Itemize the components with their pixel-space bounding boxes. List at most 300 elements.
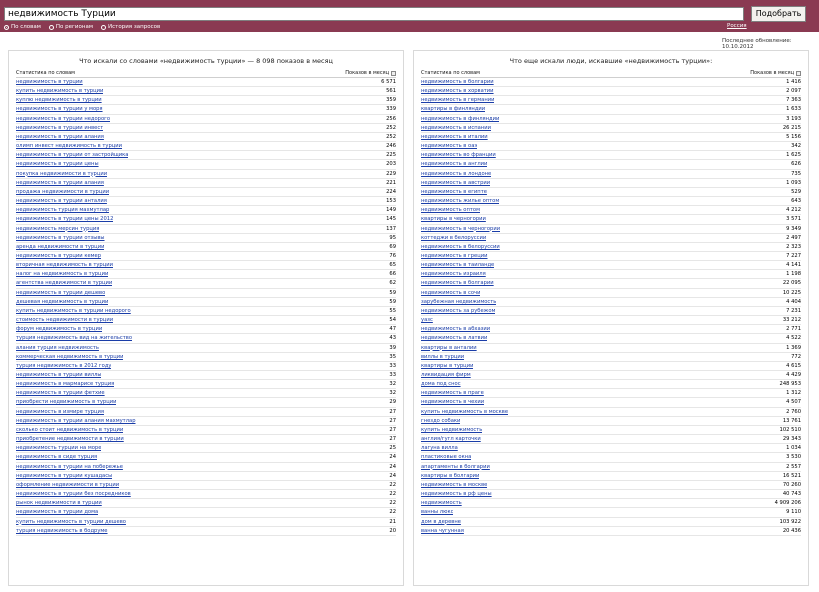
phrase-link[interactable]: недвижимость в турции кемер (16, 252, 102, 259)
words-panel (8, 50, 404, 586)
phrase-link[interactable]: купить недвижимость в турции (16, 88, 104, 95)
impressions-count: 221 (386, 179, 396, 186)
impressions-count: 359 (386, 97, 396, 104)
table-row (16, 490, 396, 499)
impressions-count: 137 (386, 225, 396, 232)
table-row (421, 408, 801, 417)
table-row (16, 115, 396, 124)
phrase-link[interactable]: недвижимость в москве (421, 481, 488, 488)
impressions-count: 224 (386, 188, 396, 195)
table-row (16, 499, 396, 508)
phrase-link[interactable]: недвижимость в турции без посредников (16, 491, 131, 498)
phrase-link[interactable]: вторичная недвижимость в турции (16, 262, 113, 269)
impressions-count: 145 (386, 216, 396, 223)
col-count-header: Показов в месяц (750, 70, 794, 76)
col-phrase-header: Статистика по словам (421, 70, 480, 76)
table-row (16, 472, 396, 481)
table-row (421, 215, 801, 224)
table-row (16, 344, 396, 353)
table-row (421, 527, 801, 536)
impressions-count: 27 (389, 408, 396, 415)
table-row (16, 380, 396, 389)
phrase-link[interactable]: продажа недвижимости в турции (16, 188, 110, 195)
phrase-link[interactable]: недвижимость в турции кушадасы (16, 472, 113, 479)
impressions-count: 4 429 (786, 372, 801, 378)
related-table (421, 69, 801, 536)
table-row (16, 371, 396, 380)
phrase-link[interactable]: недвижимость турции на море (16, 445, 102, 452)
table-row (421, 463, 801, 472)
impressions-count: 40 743 (782, 491, 801, 498)
impressions-count: 39 (389, 344, 396, 351)
phrase-link[interactable]: уазс (421, 317, 433, 324)
table-row (421, 234, 801, 243)
impressions-count: 1 369 (786, 344, 801, 351)
phrase-link[interactable]: турция недвижимость в 2012 году (16, 362, 112, 369)
impressions-count: 342 (791, 143, 801, 150)
impressions-count: 2 497 (786, 234, 801, 241)
phrase-link[interactable]: квартиры в черногории (421, 216, 486, 223)
phrase-link[interactable]: недвижимость в рф цены (421, 491, 492, 498)
table-row (421, 78, 801, 87)
table-row (16, 435, 396, 444)
phrase-link[interactable]: ванна чугунная (421, 527, 464, 534)
phrase-link[interactable]: недвижимость в турции анталия (16, 198, 107, 205)
table-header (16, 69, 396, 78)
impressions-count: 3 571 (786, 216, 801, 223)
impressions-count: 43 (389, 335, 396, 342)
table-row (421, 160, 801, 169)
mode-label: По регионам (55, 24, 93, 30)
impressions-count: 1 093 (786, 179, 801, 186)
phrase-link[interactable]: недвижимость в германии (421, 97, 495, 104)
phrase-link[interactable]: квартиры в болгарии (421, 472, 480, 479)
search-bar (0, 0, 819, 32)
sort-icon[interactable] (796, 71, 801, 76)
impressions-count: 22 (389, 509, 396, 516)
impressions-count: 29 343 (782, 436, 801, 443)
table-row (16, 87, 396, 96)
table-row (16, 307, 396, 316)
impressions-count: 529 (791, 188, 801, 195)
phrase-link[interactable]: недвижимость в хорватии (421, 88, 494, 95)
impressions-count: 25 (389, 445, 396, 452)
phrase-link[interactable]: недвижимость в турции у моря (16, 106, 103, 113)
impressions-count: 339 (386, 106, 396, 113)
table-row (16, 334, 396, 343)
table-row (16, 215, 396, 224)
phrase-link[interactable]: недвижимость в турции цены 2012 (16, 216, 114, 223)
impressions-count: 29 (389, 399, 396, 406)
impressions-count: 70 260 (782, 481, 801, 488)
phrase-link[interactable]: налог на недвижимость в турции (16, 271, 109, 278)
phrase-link[interactable]: пластиковые окна (421, 454, 472, 461)
phrase-link[interactable]: приобретение недвижимости в турции (16, 436, 124, 443)
impressions-count: 256 (386, 115, 396, 122)
impressions-count: 76 (389, 252, 396, 259)
phrase-link[interactable]: недвижимость в финляндии (421, 115, 500, 122)
phrase-link[interactable]: недвижимость (421, 500, 462, 507)
phrase-link[interactable]: недвижимость в турции от застройщика (16, 152, 129, 159)
impressions-count: 33 212 (782, 317, 801, 324)
radio-selected-icon (4, 25, 9, 30)
impressions-count: 248 953 (779, 381, 801, 388)
phrase-link[interactable]: недвижимость в чехии (421, 399, 485, 406)
phrase-link[interactable]: недвижимость в праге (421, 390, 484, 397)
table-row (421, 490, 801, 499)
table-row (421, 325, 801, 334)
phrase-link[interactable]: оформление недвижимости в турции (16, 481, 120, 488)
table-row (16, 252, 396, 261)
impressions-count: 9 349 (786, 225, 801, 232)
table-row (421, 124, 801, 133)
table-row (16, 225, 396, 234)
impressions-count: 26 215 (782, 124, 801, 131)
impressions-count: 32 (389, 381, 396, 388)
impressions-count: 735 (791, 170, 801, 177)
impressions-count: 22 (389, 481, 396, 488)
phrase-link[interactable]: зарубежная недвижимость (421, 298, 497, 305)
col-phrase-header: Статистика по словам (16, 70, 75, 76)
table-row (16, 234, 396, 243)
table-row (421, 188, 801, 197)
impressions-count: 2 760 (786, 408, 801, 415)
impressions-count: 1 633 (786, 106, 801, 113)
impressions-count: 24 (389, 472, 396, 479)
phrase-link[interactable]: агентства недвижимости в турции (16, 280, 113, 287)
table-row (421, 243, 801, 252)
phrase-link[interactable]: квартиры в турции (421, 362, 474, 369)
impressions-count: 20 436 (782, 527, 801, 534)
phrase-link[interactable]: недвижимость в лондоне (421, 170, 492, 177)
table-row (421, 353, 801, 362)
phrase-link[interactable]: недвижимость в турции алания (16, 179, 104, 186)
phrase-link[interactable]: недвижимость в турции виллы (16, 372, 102, 378)
impressions-count: 7 231 (786, 307, 801, 314)
table-row (421, 96, 801, 105)
table-row (421, 518, 801, 527)
phrase-link[interactable]: дешевая недвижимость в турции (16, 298, 109, 305)
phrase-link[interactable]: недвижимость в белоруссии (421, 243, 500, 250)
mode-by-words[interactable] (4, 24, 41, 30)
impressions-count: 626 (791, 161, 801, 168)
impressions-count: 203 (386, 161, 396, 168)
phrase-link[interactable]: недвижимость в измире турция (16, 408, 104, 415)
impressions-count: 7 227 (786, 252, 801, 259)
impressions-count: 3 530 (786, 454, 801, 461)
phrase-link[interactable]: недвижимость в оаэ (421, 143, 478, 150)
impressions-count: 7 363 (786, 97, 801, 104)
submit-button[interactable]: Подобрать (751, 6, 806, 22)
phrase-link[interactable]: недвижимость в турции алания (16, 133, 104, 140)
impressions-count: 95 (389, 234, 396, 241)
impressions-count: 24 (389, 463, 396, 470)
phrase-link[interactable]: купить недвижимость в москве (421, 408, 509, 415)
table-row (16, 105, 396, 114)
impressions-count: 1 198 (786, 271, 801, 278)
phrase-link[interactable]: виллы в турции (421, 353, 465, 360)
table-row (16, 325, 396, 334)
table-row (421, 508, 801, 517)
phrase-link[interactable]: коттеджи в белоруссии (421, 234, 487, 241)
impressions-count: 10 225 (782, 289, 801, 296)
table-row (16, 463, 396, 472)
impressions-count: 35 (389, 353, 396, 360)
phrase-link[interactable]: недвижимость в латвии (421, 335, 488, 342)
phrase-link[interactable]: форум недвижимость в турции (16, 326, 103, 333)
impressions-count: 27 (389, 417, 396, 424)
table-row (421, 115, 801, 124)
table-row (421, 151, 801, 160)
table-row (16, 170, 396, 179)
phrase-link[interactable]: недвижимость в австрии (421, 179, 491, 186)
impressions-count: 153 (386, 198, 396, 205)
impressions-count: 54 (389, 317, 396, 324)
table-row (16, 518, 396, 527)
table-row (421, 362, 801, 371)
table-row (421, 142, 801, 151)
impressions-count: 27 (389, 426, 396, 433)
phrase-link[interactable]: алания турция недвижимость (16, 344, 99, 351)
mode-history[interactable] (101, 24, 160, 30)
impressions-count: 69 (389, 243, 396, 250)
table-row (16, 160, 396, 169)
phrase-link[interactable]: недвижимость в абхазии (421, 326, 491, 333)
table-row (16, 96, 396, 105)
impressions-count: 149 (386, 207, 396, 214)
table-row (421, 481, 801, 490)
table-row (421, 307, 801, 316)
phrase-link[interactable]: недвижимость в сочи (421, 289, 481, 296)
impressions-count: 4 615 (786, 362, 801, 369)
impressions-count: 27 (389, 436, 396, 443)
phrase-link[interactable]: недвижимость за рубежом (421, 307, 496, 314)
phrase-link[interactable]: недвижимость оптом (421, 207, 480, 214)
impressions-count: 65 (389, 262, 396, 269)
table-row (16, 206, 396, 215)
phrase-link[interactable]: апартаменты в болгарии (421, 463, 490, 470)
table-row (16, 197, 396, 206)
phrase-link[interactable]: недвижимость мерсин турция (16, 225, 100, 232)
phrase-link[interactable]: турция недвижимость в бодруме (16, 527, 108, 534)
phrase-link[interactable]: аренда недвижимости в турции (16, 243, 105, 250)
impressions-count: 1 312 (786, 390, 801, 397)
phrase-link[interactable]: ванны люкс (421, 509, 454, 516)
impressions-count: 66 (389, 271, 396, 278)
phrase-link[interactable]: недвижимость турция махмутлар (16, 207, 110, 214)
table-row (421, 289, 801, 298)
search-mode-group (4, 22, 160, 32)
phrase-link[interactable]: рынок недвижимости в турции (16, 500, 102, 507)
impressions-count: 33 (389, 372, 396, 378)
impressions-count: 252 (386, 133, 396, 140)
phrase-link[interactable]: коммерческая недвижимость в турции (16, 353, 124, 360)
mode-by-regions[interactable] (49, 24, 93, 30)
table-row (421, 261, 801, 270)
impressions-count: 3 193 (786, 115, 801, 122)
impressions-count: 561 (386, 88, 396, 95)
impressions-count: 252 (386, 124, 396, 131)
table-row (421, 417, 801, 426)
table-row (421, 252, 801, 261)
impressions-count: 1 034 (786, 445, 801, 452)
table-row (421, 389, 801, 398)
table-row (421, 472, 801, 481)
impressions-count: 62 (389, 280, 396, 287)
table-row (16, 481, 396, 490)
phrase-link[interactable]: дома под снос (421, 381, 461, 388)
impressions-count: 2 097 (786, 88, 801, 95)
phrase-link[interactable]: недвижимость в греции (421, 252, 488, 259)
phrase-link[interactable]: олимп инвест недвижимость в турции (16, 143, 123, 150)
phrase-link[interactable]: недвижимость в италии (421, 133, 488, 140)
phrase-link[interactable]: стоимость недвижимости в турции (16, 317, 114, 324)
impressions-count: 22 (389, 491, 396, 498)
table-row (16, 417, 396, 426)
impressions-count: 4 141 (786, 262, 801, 269)
phrase-link[interactable]: недвижимость во франции (421, 152, 496, 159)
table-row (16, 243, 396, 252)
table-row (16, 151, 396, 160)
impressions-count: 2 557 (786, 463, 801, 470)
phrase-link[interactable]: турция недвижимость вид на жительство (16, 335, 132, 342)
phrase-link[interactable]: недвижимость в болгарии (421, 280, 494, 287)
mode-label: По словам (11, 24, 41, 30)
impressions-count: 59 (389, 298, 396, 305)
table-row (16, 298, 396, 307)
phrase-link[interactable]: недвижимость в египте (421, 188, 487, 195)
region-link[interactable]: Россия (727, 23, 747, 29)
impressions-count: 643 (791, 198, 801, 205)
related-panel (413, 50, 809, 586)
search-input[interactable] (4, 7, 744, 21)
impressions-count: 20 (389, 527, 396, 534)
phrase-link[interactable]: недвижимость израиля (421, 271, 486, 278)
phrase-link[interactable]: покупка недвижимости в турции (16, 170, 108, 177)
table-row (421, 179, 801, 188)
table-row (16, 188, 396, 197)
phrase-link[interactable]: недвижимость в турции цены (16, 161, 99, 168)
table-row (16, 289, 396, 298)
phrase-link[interactable]: недвижимость в сиде турция (16, 454, 98, 461)
impressions-count: 22 (389, 500, 396, 507)
impressions-count: 2 323 (786, 243, 801, 250)
impressions-count: 6 571 (381, 79, 396, 85)
table-row (421, 380, 801, 389)
impressions-count: 4 522 (786, 335, 801, 342)
radio-icon (49, 25, 54, 30)
table-row (16, 78, 396, 87)
phrase-link[interactable]: сколько стоит недвижимость в турции (16, 426, 124, 433)
table-row (421, 371, 801, 380)
phrase-link[interactable]: недвижимость в болгарии (421, 79, 494, 85)
impressions-count: 33 (389, 362, 396, 369)
phrase-link[interactable]: приобрести недвижимость в турции (16, 399, 117, 406)
table-row (16, 124, 396, 133)
phrase-link[interactable]: недвижимость в испании (421, 124, 491, 131)
impressions-count: 4 404 (786, 298, 801, 305)
phrase-link[interactable]: недвижимость в турции фетхие (16, 390, 105, 397)
table-row (421, 453, 801, 462)
table-row (421, 170, 801, 179)
table-row (421, 499, 801, 508)
impressions-count: 47 (389, 326, 396, 333)
phrase-link[interactable]: ликвидация фирм (421, 372, 471, 378)
col-count-header: Показов в месяц (345, 70, 389, 76)
phrase-link[interactable]: недвижимость в турции (16, 79, 83, 85)
table-row (421, 87, 801, 96)
table-row (421, 398, 801, 407)
phrase-link[interactable]: недвижимость в турции дома (16, 509, 99, 516)
phrase-link[interactable]: дом в деревне (421, 518, 461, 525)
impressions-count: 2 771 (786, 326, 801, 333)
table-row (16, 353, 396, 362)
impressions-count: 32 (389, 390, 396, 397)
phrase-link[interactable]: купить недвижимость в турции недорого (16, 307, 131, 314)
words-table (16, 69, 396, 536)
phrase-link[interactable]: гнездо собаки (421, 417, 461, 424)
phrase-link[interactable]: недвижимость в таиланде (421, 262, 495, 269)
phrase-link[interactable]: недвижимость в турции отзывы (16, 234, 105, 241)
phrase-link[interactable]: куплю недвижимость в турции (16, 97, 102, 104)
phrase-link[interactable]: купить недвижимость (421, 426, 483, 433)
table-row (16, 270, 396, 279)
table-row (421, 334, 801, 343)
phrase-link[interactable]: англия/гугл карточки (421, 436, 481, 443)
impressions-count: 13 761 (782, 417, 801, 424)
phrase-link[interactable]: недвижимость в мармарисе турция (16, 381, 115, 388)
phrase-link[interactable]: купить недвижимость в турции дешево (16, 518, 126, 525)
mode-label: История запросов (108, 24, 161, 30)
table-row (421, 344, 801, 353)
phrase-link[interactable]: недвижимость в турции алания махмутлар (16, 417, 136, 424)
phrase-link[interactable]: недвижимость в англии (421, 161, 488, 168)
table-row (421, 133, 801, 142)
phrase-link[interactable]: недвижимость в турции дешево (16, 289, 106, 296)
phrase-link[interactable]: недвижимость в черногории (421, 225, 501, 232)
table-row (16, 179, 396, 188)
impressions-count: 55 (389, 307, 396, 314)
phrase-link[interactable]: квартиры в анталии (421, 344, 477, 351)
table-row (16, 408, 396, 417)
impressions-count: 102 510 (779, 426, 801, 433)
table-row (421, 298, 801, 307)
table-row (16, 508, 396, 517)
impressions-count: 24 (389, 454, 396, 461)
phrase-link[interactable]: недвижимость в турции инвест (16, 124, 104, 131)
phrase-link[interactable]: квартиры в финляндии (421, 106, 486, 113)
phrase-link[interactable]: лагуна вилла (421, 445, 458, 452)
table-row (16, 142, 396, 151)
table-row (16, 527, 396, 536)
phrase-link[interactable]: недвижимость жилье оптом (421, 198, 500, 205)
table-row (16, 398, 396, 407)
sort-icon[interactable] (391, 71, 396, 76)
table-header (421, 69, 801, 78)
phrase-link[interactable]: недвижимость в турции недорого (16, 115, 111, 122)
impressions-count: 225 (386, 152, 396, 159)
table-row (16, 389, 396, 398)
table-row (421, 206, 801, 215)
panel-title: Что искали со словами «недвижимость турции» — 8 098 показов в месяц (79, 57, 333, 65)
radio-icon (101, 25, 106, 30)
phrase-link[interactable]: недвижимость в турции на побережье (16, 463, 123, 470)
table-row (421, 426, 801, 435)
impressions-count: 103 922 (779, 518, 801, 525)
table-row (16, 426, 396, 435)
impressions-count: 22 095 (782, 280, 801, 287)
impressions-count: 229 (386, 170, 396, 177)
